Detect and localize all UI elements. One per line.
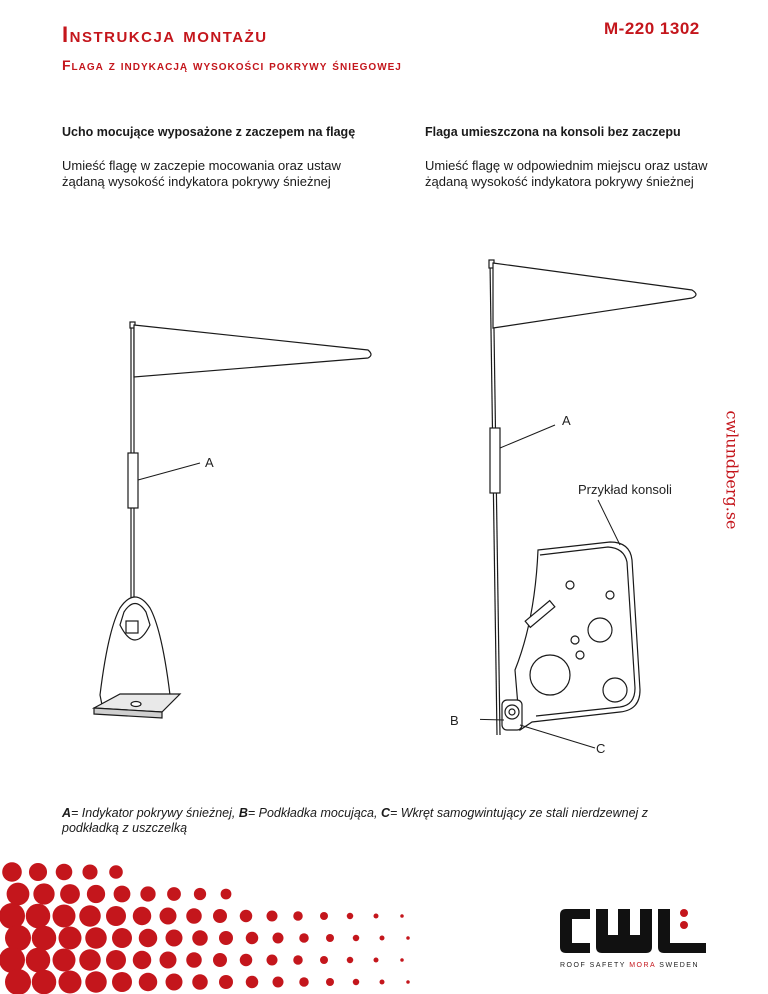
right-flag-illustration <box>480 250 730 750</box>
decorative-dot <box>267 911 278 922</box>
decorative-dot <box>320 912 328 920</box>
decorative-dot <box>60 884 80 904</box>
decorative-dot <box>166 974 183 991</box>
decorative-dot <box>213 909 227 923</box>
decorative-dot <box>186 952 202 968</box>
left-label-a: A <box>205 455 214 470</box>
decorative-dot <box>82 864 97 879</box>
legend-text-c: = Wkręt samogwintujący ze stali nierdzewnej z podkładką z uszczelką <box>62 806 649 835</box>
decorative-dot <box>167 887 181 901</box>
decorative-dot <box>374 958 379 963</box>
decorative-dot <box>246 932 259 945</box>
decorative-dot <box>33 883 54 904</box>
decorative-dot <box>140 886 155 901</box>
decorative-dot <box>29 863 47 881</box>
decorative-dot <box>114 886 131 903</box>
decorative-dot <box>139 929 158 948</box>
page-subtitle: Flaga z indykacją wysokości pokrywy śniegowej <box>62 57 402 73</box>
decorative-dot <box>53 905 76 928</box>
legend-text-a: = Indykator pokrywy śnieżnej, <box>71 806 239 820</box>
decorative-dot <box>192 974 208 990</box>
decorative-dot <box>32 926 57 951</box>
document-number: M-220 1302 <box>604 19 700 38</box>
decorative-dot <box>400 914 404 918</box>
decorative-dot <box>133 907 152 926</box>
decorative-dot <box>139 973 158 992</box>
decorative-dot <box>219 975 233 989</box>
right-label-a: A <box>562 413 571 428</box>
decorative-dot <box>406 980 410 984</box>
decorative-dot <box>299 977 309 987</box>
decorative-dot <box>293 955 303 965</box>
decorative-dot <box>186 908 202 924</box>
legend-key-a: A <box>62 806 72 820</box>
decorative-dot <box>347 913 354 920</box>
right-label-c: C <box>596 741 606 756</box>
decorative-dot <box>194 888 206 900</box>
decorative-dot <box>109 865 123 879</box>
decorative-dot <box>26 904 51 929</box>
page-title: Instrukcja montażu <box>62 22 268 47</box>
decorative-dot <box>221 889 232 900</box>
decorative-dot <box>5 969 31 994</box>
decorative-dot <box>106 906 126 926</box>
decorative-dot <box>326 978 334 986</box>
decorative-dot <box>133 951 152 970</box>
legend-text-b: = Podkładka mocująca, <box>247 806 381 820</box>
decorative-dot <box>5 925 31 951</box>
decorative-dot <box>7 883 30 906</box>
left-flag-illustration <box>90 310 390 730</box>
decorative-dot <box>85 971 107 993</box>
website-side-text: cwlundberg.se <box>722 410 742 530</box>
decorative-dot <box>53 949 76 972</box>
decorative-dot <box>0 947 25 973</box>
decorative-dot <box>299 933 309 943</box>
right-label-b: B <box>450 713 459 728</box>
legend-key-c: C <box>380 806 390 820</box>
decorative-dot <box>326 934 334 942</box>
decorative-dot <box>56 864 73 881</box>
decorative-dot <box>246 976 259 989</box>
decorative-dot <box>240 954 253 967</box>
left-column-text: Umieść flagę w zaczepie mocowania oraz ustaw żądaną wysokość indykatora pokrywy śnieżnej <box>62 158 341 189</box>
decorative-dot <box>267 955 278 966</box>
decorative-dot <box>380 936 385 941</box>
decorative-dot <box>160 952 177 969</box>
decorative-dot <box>240 910 253 923</box>
right-column-text: Umieść flagę w odpowiednim miejscu oraz ustaw żądaną wysokość indykatora pokrywy śnieżnej <box>425 158 708 189</box>
decorative-dot <box>32 970 57 994</box>
decorative-dot <box>353 935 360 942</box>
decorative-dot <box>400 958 404 962</box>
decorative-dot <box>213 953 227 967</box>
decorative-dot <box>106 950 126 970</box>
legend-key-b: B <box>238 806 248 820</box>
decorative-dot <box>87 885 105 903</box>
console-example-label: Przykład konsoli <box>578 482 672 497</box>
decorative-dot <box>0 903 25 929</box>
decorative-dot <box>320 956 328 964</box>
decorative-dot <box>219 931 233 945</box>
decorative-dot <box>79 905 101 927</box>
cwl-logo <box>560 905 710 957</box>
decorative-dot <box>293 911 303 921</box>
decorative-dot <box>59 927 82 950</box>
decorative-dot <box>406 936 410 940</box>
decorative-dot <box>273 933 284 944</box>
logo-tagline: ROOF SAFETY MORA SWEDEN <box>560 962 700 969</box>
decorative-dot <box>2 862 22 882</box>
decorative-dot <box>85 927 107 949</box>
legend-caption <box>62 806 662 836</box>
decorative-dot <box>380 980 385 985</box>
decorative-dot <box>192 930 208 946</box>
decorative-dot <box>353 979 360 986</box>
decorative-dot <box>273 977 284 988</box>
decorative-dot <box>59 971 82 994</box>
decorative-dot <box>374 914 379 919</box>
decorative-dot <box>26 948 51 973</box>
decorative-dot-pattern <box>0 860 460 994</box>
decorative-dot <box>166 930 183 947</box>
right-column-heading: Flaga umieszczona na konsoli bez zaczepu <box>425 125 681 139</box>
decorative-dot <box>79 949 101 971</box>
decorative-dot <box>347 957 354 964</box>
decorative-dot <box>160 908 177 925</box>
left-column-heading: Ucho mocujące wyposażone z zaczepem na flagę <box>62 125 356 139</box>
decorative-dot <box>112 972 132 992</box>
decorative-dot <box>112 928 132 948</box>
